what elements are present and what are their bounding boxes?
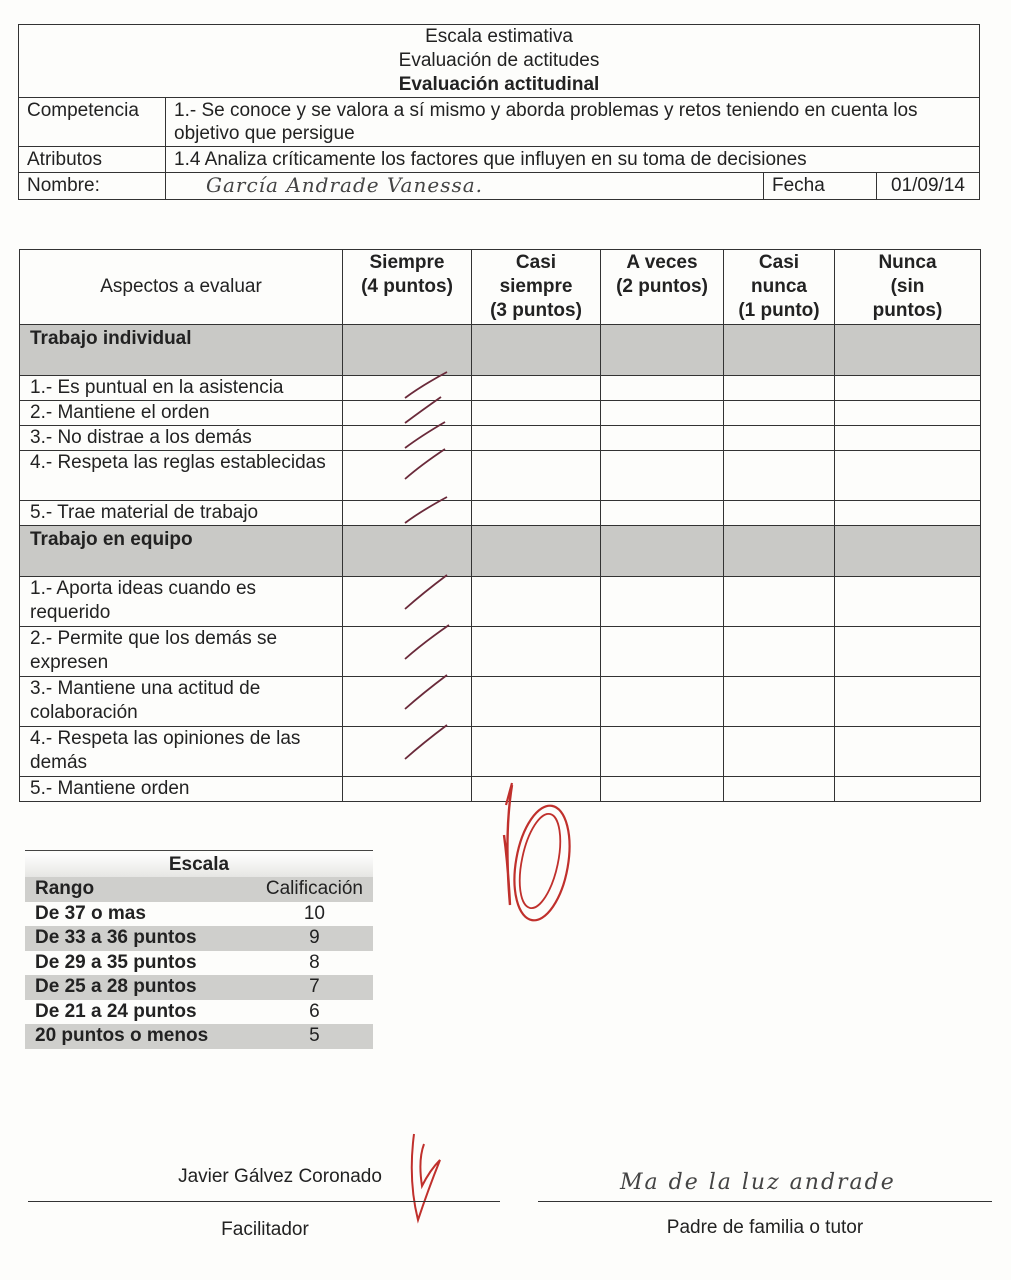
evaluation-table (19, 249, 981, 802)
aspect-item: 2.- Mantiene el orden (20, 401, 343, 426)
grade-mark (490, 775, 580, 945)
table-row (20, 501, 981, 526)
scale-row (25, 926, 373, 951)
table-row (20, 577, 981, 627)
facilitator-line (28, 1201, 500, 1202)
table-row (20, 451, 981, 501)
table-row (20, 376, 981, 401)
scale-grade: 9 (256, 926, 373, 951)
competencia-value: 1.- Se conoce y se valora a sí mismo y aborda problemas y retos teniendo en cuenta los objetivo que persigue (166, 98, 980, 147)
column-casi-siempre: Casi siempre (3 puntos) (472, 250, 601, 325)
scale-range: 20 puntos o menos (25, 1024, 256, 1049)
tutor-label: Padre de familia o tutor (666, 1217, 864, 1238)
column-nunca: Nunca (sin puntos) (835, 250, 981, 325)
scale-header-row (25, 877, 373, 902)
atributos-label: Atributos (19, 147, 166, 173)
scale-grade: 6 (309, 1000, 320, 1022)
title-block (19, 25, 980, 98)
tutor-line (538, 1201, 992, 1202)
section-title-individual: Trabajo individual (20, 325, 343, 376)
section-title-team: Trabajo en equipo (20, 526, 343, 577)
facilitator-name: Javier Gálvez Coronado (178, 1166, 382, 1187)
aspect-item: 4.- Respeta las reglas establecidas (20, 451, 343, 501)
aspect-column-header: Aspectos a evaluar (20, 250, 343, 325)
scale-grade: 10 (303, 902, 325, 924)
section-row-team (20, 526, 981, 577)
range-header: Rango (25, 877, 256, 902)
scale-table (25, 877, 373, 1049)
scale-range: De 37 o mas (35, 902, 146, 924)
title-line-3: Evaluación actitudinal (398, 74, 600, 95)
scale-grade: 8 (309, 951, 320, 973)
table-row (20, 627, 981, 677)
scale-grade: 7 (256, 975, 373, 1000)
table-row (20, 401, 981, 426)
nombre-label: Nombre: (19, 173, 166, 200)
section-row-individual (20, 325, 981, 376)
scale-row (25, 902, 373, 927)
aspect-item: 1.- Aporta ideas cuando es requerido (20, 577, 343, 627)
column-a-veces: A veces (2 puntos) (601, 250, 724, 325)
check-mark (343, 501, 472, 526)
check-mark (343, 727, 472, 777)
header-table (18, 24, 980, 200)
aspect-item: 2.- Permite que los demás se expresen (20, 627, 343, 677)
column-casi-nunca: Casi nunca (1 punto) (724, 250, 835, 325)
table-row (20, 677, 981, 727)
aspect-item: 5.- Trae material de trabajo (20, 501, 343, 526)
facilitator-signature (400, 1130, 450, 1225)
table-row (20, 727, 981, 777)
scale-title: Escala (25, 853, 373, 877)
table-row (20, 426, 981, 451)
aspect-item: 3.- No distrae a los demás (20, 426, 343, 451)
grade-header: Calificación (256, 877, 373, 902)
aspect-item: 1.- Es puntual en la asistencia (20, 376, 343, 401)
competencia-label: Competencia (19, 98, 166, 147)
atributos-value: 1.4 Analiza críticamente los factores que influyen en su toma de decisiones (166, 147, 980, 173)
scale-range: De 29 a 35 puntos (35, 951, 197, 973)
title-line-1: Escala estimativa (425, 26, 573, 47)
tutor-signature: Ma de la luz andrade (620, 1170, 896, 1195)
scale-range: De 21 a 24 puntos (35, 1000, 197, 1022)
nombre-value: García Andrade Vanessa. (206, 173, 484, 197)
scale-grade: 5 (256, 1024, 373, 1049)
scale-row (25, 975, 373, 1000)
aspect-item: 3.- Mantiene una actitud de colaboración (20, 677, 343, 727)
scale-row (25, 1024, 373, 1049)
facilitator-label: Facilitador (221, 1219, 309, 1240)
scale-range: De 33 a 36 puntos (25, 926, 256, 951)
scale-range: De 25 a 28 puntos (25, 975, 256, 1000)
fecha-value: 01/09/14 (877, 173, 980, 200)
title-line-2: Evaluación de actitudes (398, 50, 600, 71)
aspect-item: 4.- Respeta las opiniones de las demás (20, 727, 343, 777)
scale-box (25, 850, 373, 1049)
scale-row (25, 1000, 373, 1025)
column-siempre: Siempre (4 puntos) (343, 250, 472, 325)
aspect-item: 5.- Mantiene orden (20, 777, 343, 802)
scale-row (25, 951, 373, 976)
fecha-label: Fecha (764, 173, 877, 200)
